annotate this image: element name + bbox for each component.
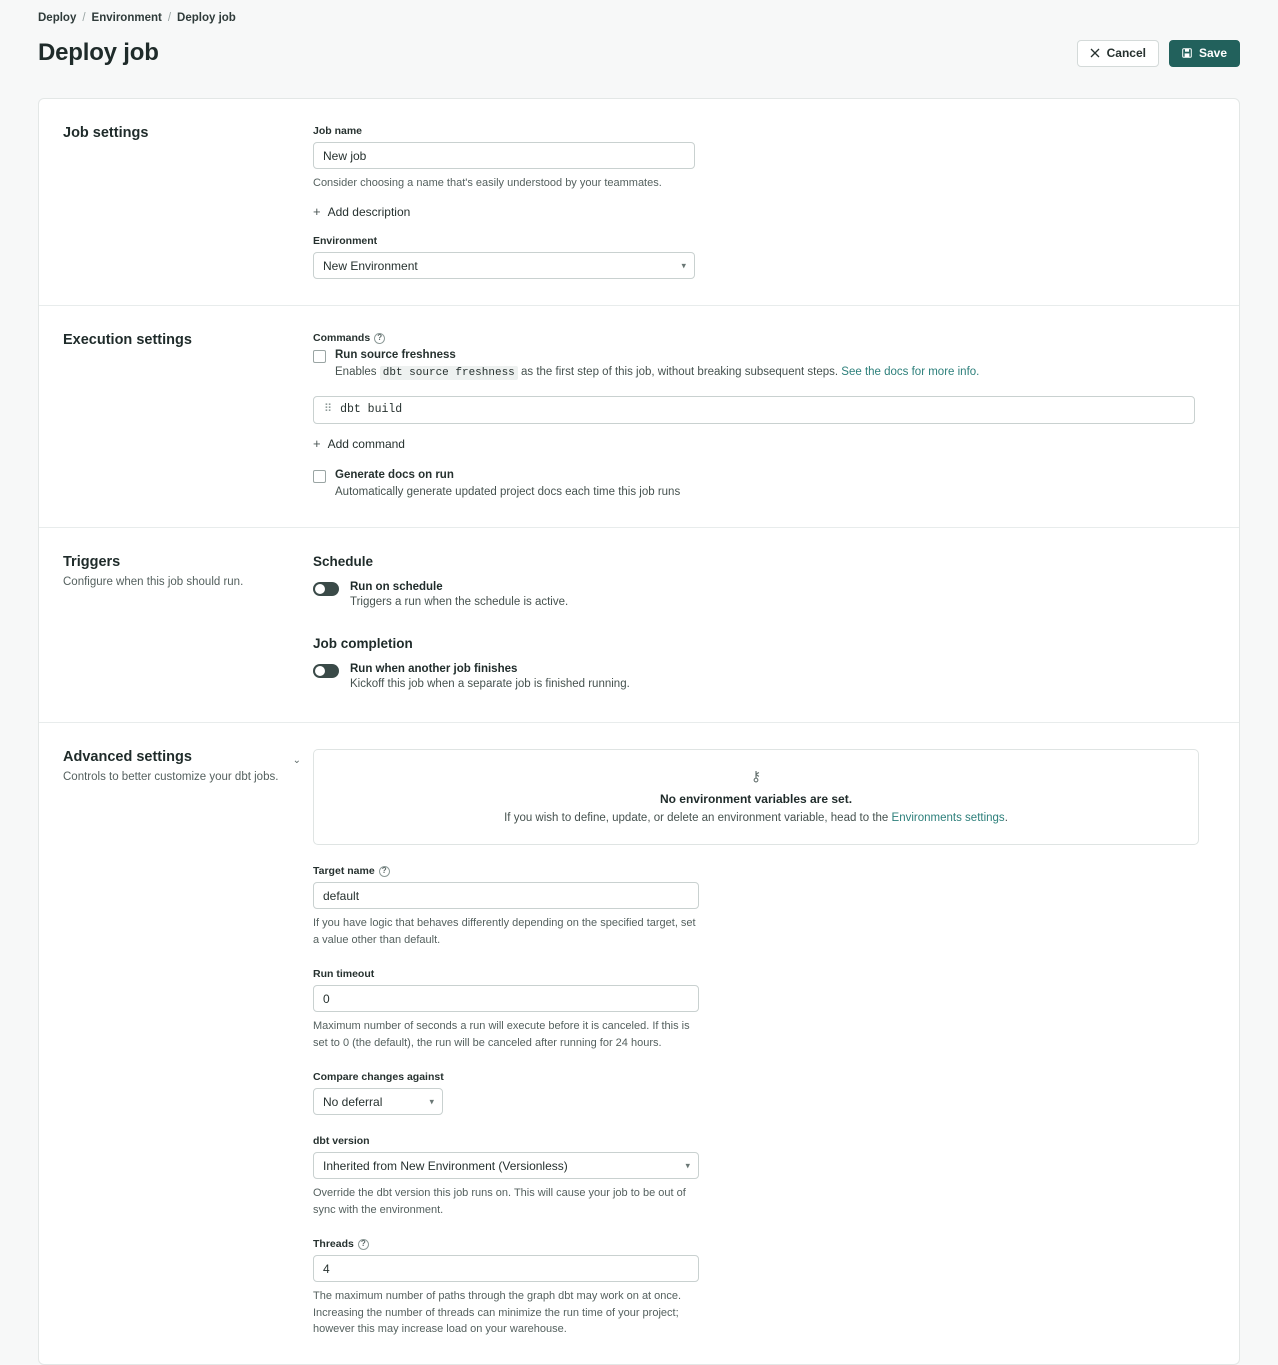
- breadcrumb: [0, 0, 1278, 24]
- job-name-hint: Consider choosing a name that's easily understood by your teammates.: [313, 177, 662, 189]
- commands-label: [313, 332, 1215, 344]
- run-on-schedule-desc: Triggers a run when the schedule is active.: [350, 596, 569, 609]
- save-button[interactable]: [1169, 40, 1240, 67]
- environment-label-text: Environment: [313, 235, 378, 247]
- add-command-button[interactable]: [313, 437, 405, 451]
- run-timeout-hint: Maximum number of seconds a run will execute before it is canceled. If this is set to 0 (the default), the run will be canceled after running for 24 hours.: [313, 1020, 690, 1049]
- dbt-version-label-text: dbt version: [313, 1135, 370, 1148]
- threads-hint: The maximum number of paths through the graph dbt may work on at once. Increasing the number of threads can minimize the run time of your project; however this may increase load on your warehouse.: [313, 1290, 682, 1336]
- breadcrumb-item-deploy[interactable]: Deploy: [38, 12, 77, 24]
- dbt-version-select-wrap: [313, 1152, 699, 1179]
- section-title-execution-settings: Execution settings: [63, 332, 192, 348]
- section-execution-left: [39, 332, 313, 501]
- section-advanced-settings: [39, 723, 1239, 1364]
- run-source-freshness-row[interactable]: [313, 349, 1215, 382]
- run-timeout-field: [313, 968, 1215, 1051]
- run-when-another-job-finishes-row[interactable]: [313, 663, 1215, 690]
- section-title-triggers: Triggers: [63, 554, 121, 571]
- environment-variables-empty-state: [313, 749, 1199, 845]
- threads-field: [313, 1238, 1215, 1338]
- target-name-label: [313, 865, 1215, 877]
- run-on-schedule-title: Run on schedule: [350, 581, 443, 594]
- environment-select[interactable]: [313, 252, 695, 279]
- run-when-another-job-finishes-toggle[interactable]: [313, 664, 339, 678]
- add-description-button[interactable]: [313, 205, 410, 219]
- threads-input[interactable]: [313, 1255, 699, 1282]
- section-job-settings-right: [313, 125, 1239, 279]
- chevron-down-icon[interactable]: ⌄: [292, 755, 301, 767]
- compare-changes-select[interactable]: [313, 1088, 443, 1115]
- run-when-another-job-finishes-desc: Kickoff this job when a separate job is finished running.: [350, 678, 630, 691]
- toggle-knob: [315, 666, 325, 676]
- environment-variables-empty-desc: [334, 812, 1178, 824]
- cancel-button-label: Cancel: [1106, 46, 1146, 60]
- section-execution-right: [313, 332, 1239, 501]
- breadcrumb-item-environment[interactable]: Environment: [91, 12, 162, 24]
- source-freshness-desc-post: as the first step of this job, without breaking subsequent steps.: [521, 366, 839, 378]
- threads-label: [313, 1238, 1215, 1250]
- plus-icon: +: [313, 436, 321, 452]
- header-actions: [1077, 40, 1240, 67]
- job-name-label: [313, 125, 1215, 137]
- dbt-version-select[interactable]: [313, 1152, 699, 1179]
- save-button-label: Save: [1198, 46, 1227, 60]
- target-name-label-text: Target name: [313, 865, 375, 878]
- save-disk-icon: [1182, 48, 1192, 58]
- close-icon: [1090, 48, 1100, 58]
- help-icon[interactable]: ?: [358, 1239, 369, 1250]
- chevron-down-icon: ▾: [681, 260, 686, 270]
- toggle-knob: [315, 584, 325, 594]
- environment-select-wrap: [313, 252, 695, 279]
- section-job-settings-left: [39, 125, 313, 279]
- section-job-settings: [39, 99, 1239, 306]
- section-sub-triggers: Configure when this job should run.: [63, 576, 244, 589]
- job-completion-heading: Job completion: [313, 636, 413, 652]
- key-icon: ⚷: [750, 768, 762, 785]
- job-name-input[interactable]: [313, 142, 695, 169]
- help-icon[interactable]: ?: [374, 333, 385, 344]
- add-command-label: Add command: [327, 436, 405, 451]
- breadcrumb-item-deploy-job: Deploy job: [177, 12, 236, 24]
- environments-settings-link[interactable]: Environments settings: [891, 812, 1005, 825]
- page-header: [0, 24, 1278, 76]
- threads-label-text: Threads: [313, 1238, 354, 1251]
- schedule-heading: Schedule: [313, 554, 374, 570]
- page-title: Deploy job: [38, 39, 159, 66]
- compare-changes-label-text: Compare changes against: [313, 1071, 444, 1084]
- section-sub-advanced-settings: Controls to better customize your dbt jobs.: [63, 771, 279, 784]
- run-timeout-label: [313, 968, 1215, 980]
- chevron-down-icon: ▾: [685, 1160, 690, 1171]
- cancel-button[interactable]: [1077, 40, 1159, 67]
- environment-variables-empty-desc-end: .: [1004, 812, 1008, 825]
- run-source-freshness-desc: [335, 364, 979, 382]
- plus-icon: +: [313, 204, 321, 219]
- section-triggers: [39, 528, 1239, 723]
- target-name-input[interactable]: [313, 882, 699, 909]
- environment-variables-empty-desc-text: If you wish to define, update, or delete an environment variable, head to the: [504, 812, 889, 825]
- command-input-value[interactable]: dbt build: [340, 403, 403, 417]
- generate-docs-checkbox[interactable]: [313, 470, 326, 483]
- chevron-down-icon: ▾: [429, 1096, 434, 1107]
- target-name-hint: If you have logic that behaves differently depending on the specified target, set a value other than default.: [313, 917, 696, 946]
- help-icon[interactable]: ?: [379, 866, 390, 877]
- source-freshness-command-code: dbt source freshness: [380, 366, 518, 380]
- section-advanced-right: [313, 749, 1239, 1338]
- environment-variables-empty-title: No environment variables are set.: [659, 792, 853, 807]
- run-timeout-input[interactable]: [313, 985, 699, 1012]
- source-freshness-desc-pre: Enables: [335, 366, 377, 378]
- compare-changes-field: [313, 1071, 1215, 1115]
- section-triggers-right: [313, 554, 1239, 696]
- section-title-advanced-settings: Advanced settings: [63, 749, 192, 766]
- dbt-version-hint: Override the dbt version this job runs on. This will cause your job to be out of sync with the environment.: [313, 1187, 686, 1216]
- run-source-freshness-title: Run source freshness: [335, 349, 456, 361]
- generate-docs-row[interactable]: [313, 469, 1215, 501]
- dbt-version-field: [313, 1135, 1215, 1218]
- breadcrumb-separator: /: [82, 12, 86, 24]
- source-freshness-docs-link[interactable]: See the docs for more info.: [841, 366, 980, 378]
- job-name-label-text: Job name: [313, 125, 363, 137]
- settings-card: [38, 98, 1240, 1365]
- add-description-label: Add description: [327, 204, 411, 219]
- generate-docs-title: Generate docs on run: [335, 469, 454, 482]
- environment-label: [313, 235, 1215, 247]
- generate-docs-desc: Automatically generate updated project docs each time this job runs: [335, 486, 681, 499]
- drag-handle-icon[interactable]: ⠿: [324, 403, 332, 416]
- run-source-freshness-checkbox[interactable]: [313, 350, 326, 363]
- section-triggers-left: [39, 554, 313, 696]
- section-execution-settings: [39, 306, 1239, 528]
- target-name-field: [313, 865, 1215, 948]
- command-input-row[interactable]: [313, 396, 1195, 424]
- breadcrumb-separator: /: [167, 12, 172, 24]
- run-when-another-job-finishes-title: Run when another job finishes: [350, 663, 518, 676]
- section-advanced-left: [39, 749, 313, 1338]
- run-on-schedule-toggle[interactable]: [313, 582, 339, 596]
- dbt-version-label: [313, 1135, 1215, 1147]
- run-on-schedule-row[interactable]: [313, 581, 1215, 608]
- run-timeout-label-text: Run timeout: [313, 968, 375, 981]
- commands-label-text: Commands: [313, 332, 371, 344]
- compare-changes-select-wrap: [313, 1088, 443, 1115]
- compare-changes-label: [313, 1071, 1215, 1083]
- section-title-job-settings: Job settings: [63, 125, 149, 141]
